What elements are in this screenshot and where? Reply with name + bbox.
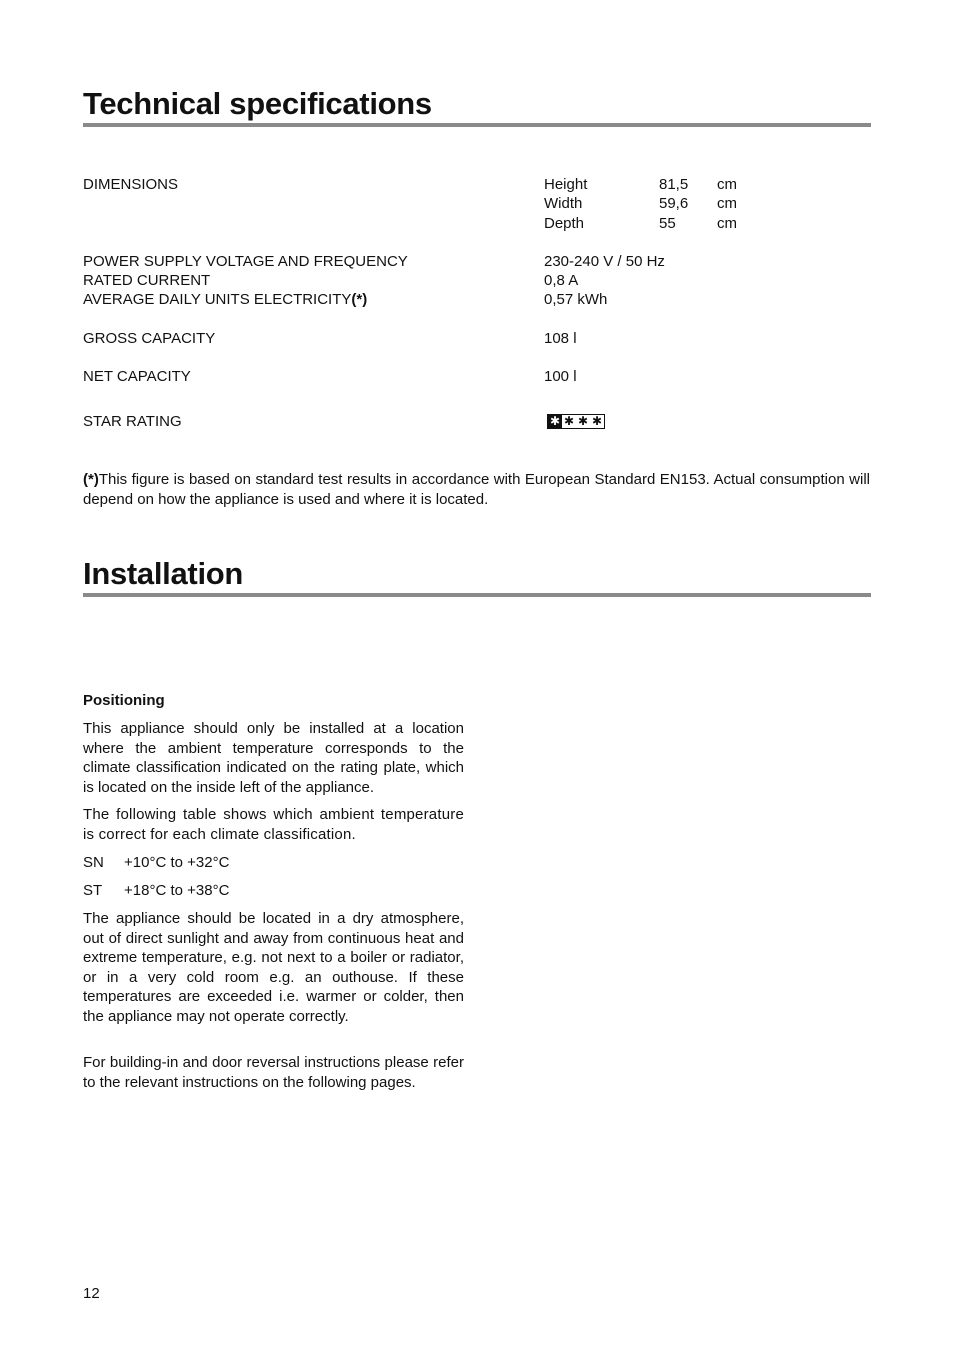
title-underline — [83, 123, 871, 127]
power-supply-label: POWER SUPPLY VOLTAGE AND FREQUENCY — [83, 253, 408, 270]
star-rating-label: STAR RATING — [83, 413, 182, 430]
star-icon: ✱ — [591, 414, 603, 428]
star-icon: ✱ — [549, 414, 561, 428]
positioning-para-2 — [83, 805, 464, 844]
title-underline — [83, 593, 871, 597]
positioning-para-3 — [83, 909, 464, 1026]
dim-depth-label: Depth — [544, 215, 585, 232]
star-icon: ✱ — [577, 414, 589, 428]
dim-height-label: Height — [544, 176, 588, 193]
paragraph: The appliance should be located in a dry atmosphere, out of direct sunlight and away from continuous heat and extreme temperature, e.g. not next to a boiler or radiator, or in a very cold room e.g. an outhouse. If these temperatures are exceeded i.e. warmer or colder, then the appliance may not operate correctly. — [83, 910, 464, 1025]
footnote-text: This figure is based on standard test results in accordance with European Standard EN153. Actual consumption will depend on how the appliance is used and where it is located. — [83, 471, 870, 508]
dim-height-unit: cm — [717, 176, 737, 193]
section-title-installation: Installation — [83, 556, 244, 591]
rated-current-value: 0,8 A — [544, 272, 579, 289]
paragraph: The following table shows which ambient temperature is correct for each climate classification. — [83, 806, 464, 843]
energy-value: 0,57 kWh — [544, 291, 608, 308]
power-supply-value: 230-240 V / 50 Hz — [544, 253, 665, 270]
paragraph: For building-in and door reversal instructions please refer to the relevant instructions on the following pages. — [83, 1054, 464, 1091]
energy-label-text: AVERAGE DAILY UNITS ELECTRICITY — [83, 291, 352, 308]
positioning-para-1 — [83, 719, 464, 797]
page-number: 12 — [83, 1285, 100, 1302]
star-rating-icon — [547, 412, 605, 429]
gross-capacity-value: 108 l — [544, 330, 577, 347]
dim-height-value: 81,5 — [659, 176, 689, 193]
positioning-heading: Positioning — [83, 692, 165, 709]
paragraph: This appliance should only be installed at a location where the ambient temperature corresponds to the climate classification indicated on the rating plate, which is located on the inside left of the appliance. — [83, 720, 464, 796]
dim-width-value: 59,6 — [659, 195, 689, 212]
net-capacity-value: 100 l — [544, 368, 577, 385]
net-capacity-label: NET CAPACITY — [83, 368, 191, 385]
positioning-para-4 — [83, 1053, 464, 1092]
climate-range-sn: +10°C to +32°C — [124, 854, 230, 871]
rated-current-label: RATED CURRENT — [83, 272, 211, 289]
footnote-marker: (*) — [351, 291, 368, 308]
dim-depth-unit: cm — [717, 215, 737, 232]
dim-width-label: Width — [544, 195, 583, 212]
section-title-technical-specifications: Technical specifications — [83, 86, 432, 121]
climate-range-st: +18°C to +38°C — [124, 882, 230, 899]
dim-depth-value: 55 — [659, 215, 676, 232]
footnote-marker: (*) — [83, 471, 99, 488]
footnote — [83, 470, 870, 509]
dimensions-label: DIMENSIONS — [83, 176, 179, 193]
energy-label — [83, 290, 367, 309]
dim-width-unit: cm — [717, 195, 737, 212]
climate-code-st: ST — [83, 882, 103, 899]
gross-capacity-label: GROSS CAPACITY — [83, 330, 216, 347]
freezer-stars — [547, 414, 605, 429]
climate-code-sn: SN — [83, 854, 104, 871]
star-icon: ✱ — [563, 414, 575, 428]
